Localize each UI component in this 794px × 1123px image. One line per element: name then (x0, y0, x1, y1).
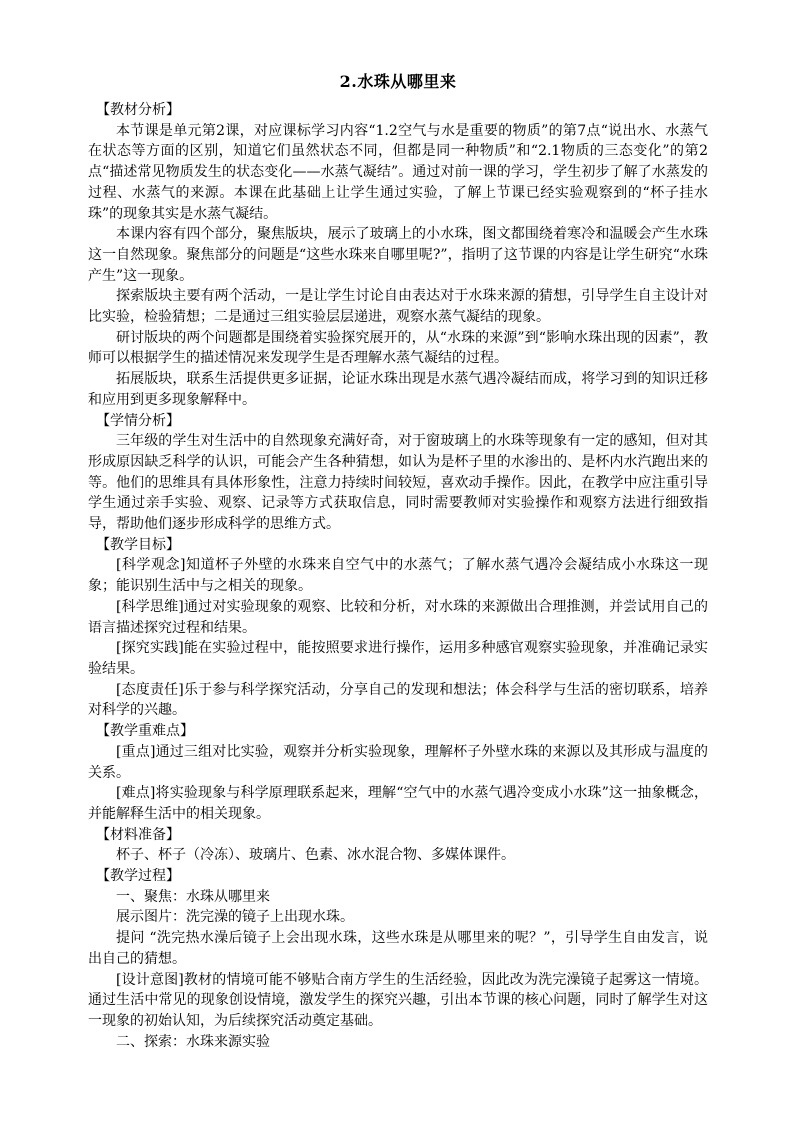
paragraph: [科学思维]通过对实验现象的观察、比较和分析，对水珠的来源做出合理推测，并尝试用自己的语言描述探究过程和结果。 (88, 598, 708, 636)
paragraph: 本课内容有四个部分，聚焦版块，展示了玻璃上的小水珠，图文都围绕着寒冷和温暖会产生水珠这一自然现象。聚焦部分的问题是“这些水珠来自哪里呢?”，指明了这节课的内容是让学生研究“水珠产生”这一现象。 (88, 226, 708, 284)
paragraph: 探索版块主要有两个活动，一是让学生讨论自由表达对于水珠来源的猜想，引导学生自主设计对比实验，检验猜想；二是通过三组实验层层递进，观察水蒸气凝结的现象。 (88, 288, 708, 326)
document-page (88, 70, 708, 1052)
paragraph: [难点]将实验现象与科学原理联系起来，理解“空气中的水蒸气遇冷变成小水珠”这一抽象概念，并能解释生活中的相关现象。 (88, 785, 708, 822)
paragraph: [科学观念]知道杯子外壁的水珠来自空气中的水蒸气；了解水蒸气遇冷会凝结成小水珠这一现象；能识别生活中与之相关的现象。 (88, 557, 708, 595)
section-teaching-process (88, 866, 708, 1052)
section-heading: 【材料准备】 (96, 826, 180, 843)
paragraph: [设计意图]教材的情境可能不够贴合南方学生的生活经验，因此改为洗完澡镜子起雾这一情境。通过生活中常见的现象创设情境，激发学生的探究兴趣，引出本节课的核心问题，同时了解学生对这一现象的初始认知，为后续探究活动奠定基础。 (88, 971, 708, 1029)
section-material-analysis (88, 100, 708, 411)
section-heading: 【学情分析】 (96, 412, 180, 429)
paragraph: 展示图片：洗完澡的镜子上出现水珠。 (116, 909, 354, 926)
paragraph: 三年级的学生对生活中的自然现象充满好奇，对于窗玻璃上的水珠等现象有一定的感知，但对其形成原因缺乏科学的认识，可能会产生各种猜想，如认为是杯子里的水渗出的、是杯内水汽跑出来的等。他们的思维具有具体形象性，注意力持续时间较短，喜欢动手操作。因此，在教学中应注重引导学生通过亲手实验、观察、记录等方式获取信息，同时需要教师对实验操作和观察方法进行细致指导，帮助他们逐步形成科学的思维方式。 (88, 433, 708, 533)
section-heading: 【教学目标】 (96, 536, 180, 553)
paragraph: [态度责任]乐于参与科学探究活动，分享自己的发现和想法；体会科学与生活的密切联系，培养对科学的兴趣。 (88, 681, 708, 719)
paragraph: 本节课是单元第2课，对应课标学习内容“1.2空气与水是重要的物质”的第7点“说出水、水蒸气在状态等方面的区别，知道它们虽然状态不同，但都是同一种物质”和“2.1物质的三态变化”的第2点“描述常见物质发生的状态变化——水蒸气凝结”。通过对前一课的学习，学生初步了解了水蒸发的过程、水蒸气的来源。本课在此基础上让学生通过实验，了解上节课已经实验观察到的“杯子挂水珠”的现象其实是水蒸气凝结。 (88, 122, 708, 222)
section-key-points (88, 721, 708, 825)
paragraph: 二、探索：水珠来源实验 (116, 1033, 270, 1050)
section-teaching-goals (88, 535, 708, 721)
paragraph: 一、聚焦：水珠从哪里来 (116, 888, 270, 905)
paragraph: 提问 “洗完热水澡后镜子上会出现水珠，这些水珠是从哪里来的呢？”，引导学生自由发言，说出自己的猜想。 (88, 930, 708, 967)
document-title: 2.水珠从哪里来 (339, 72, 457, 91)
paragraph: [探究实践]能在实验过程中，能按照要求进行操作，运用多种感官观察实验现象，并准确记录实验结果。 (88, 640, 708, 677)
section-materials (88, 825, 708, 866)
section-heading: 【教学重难点】 (96, 723, 194, 740)
paragraph: 拓展版块，联系生活提供更多证据，论证水珠出现是水蒸气遇冷凝结而成，将学习到的知识迁移和应用到更多现象解释中。 (88, 371, 708, 408)
section-heading: 【教材分析】 (96, 102, 180, 118)
section-heading: 【教学过程】 (96, 868, 180, 885)
paragraph: 杯子、杯子（冷冻）、玻璃片、色素、冰水混合物、多媒体课件。 (116, 847, 515, 864)
paragraph: [重点]通过三组对比实验，观察并分析实验现象，理解杯子外壁水珠的来源以及其形成与温度的关系。 (88, 743, 708, 781)
section-student-analysis (88, 411, 708, 535)
paragraph: 研讨版块的两个问题都是围绕着实验探究展开的，从“水珠的来源”到“影响水珠出现的因素”，教师可以根据学生的描述情况来发现学生是否理解水蒸气凝结的过程。 (88, 329, 708, 367)
